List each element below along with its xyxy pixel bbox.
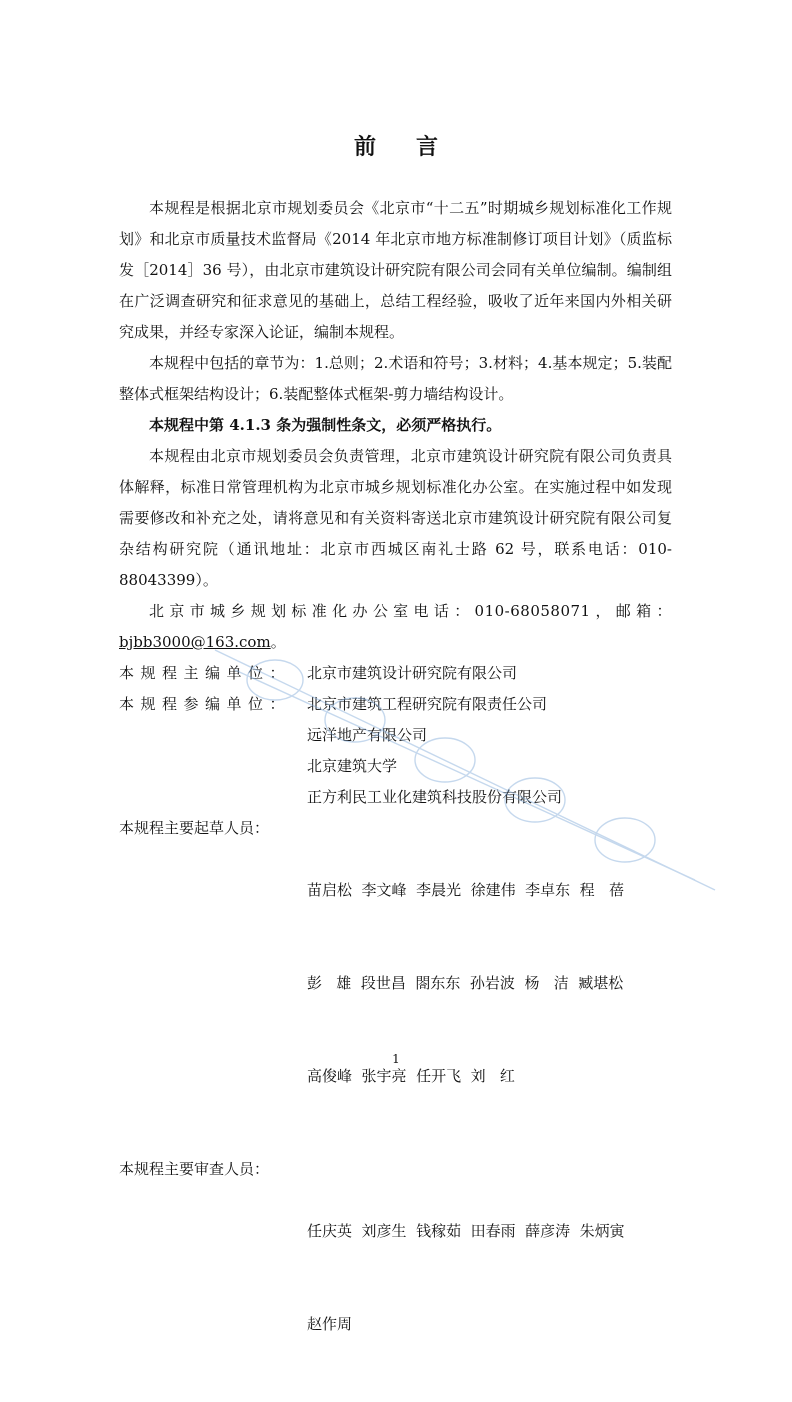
paragraph-basis: 本规程是根据北京市规划委员会《北京市“十二五”时期城乡规划标准化工作规划》和北京市质量技术监督局《2014 年北京市地方标准制修订项目计划》（质监标发［2014］36 号），由北京市建筑设计研究院有限公司会同有关单位编制。编制组在广泛调查研究和征求意见的基础上，总结工程经验，吸收了近年来国内外相关研究成果，并经专家深入论证，编制本规程。 bbox=[119, 199, 672, 341]
paragraph-mandatory: 本规程中第 4.1.3 条为强制性条文，必须严格执行。 bbox=[149, 416, 502, 434]
roster-line: 远洋地产有限公司 bbox=[307, 726, 428, 744]
roster-line: 北京市建筑工程研究院有限责任公司 bbox=[307, 695, 548, 713]
email-link[interactable]: bjbb3000@163.com bbox=[119, 633, 271, 651]
roster-label: 本规程参编单位： bbox=[119, 695, 292, 713]
email-suffix: 。 bbox=[270, 633, 286, 651]
roster bbox=[119, 658, 672, 1402]
body-text bbox=[119, 193, 672, 1402]
roster-line: 正方利民工业化建筑科技股份有限公司 bbox=[307, 788, 563, 806]
email-line bbox=[119, 627, 672, 658]
roster-row-chief-unit bbox=[119, 658, 672, 689]
roster-label: 本规程主要起草人员： bbox=[119, 819, 270, 837]
roster-line: 北京市建筑设计研究院有限公司 bbox=[307, 664, 518, 682]
roster-line: 彭 雄 段世昌 閤东东 孙岩波 杨 洁 臧堪松 bbox=[307, 974, 624, 992]
roster-row-participating-units bbox=[119, 689, 672, 813]
roster-line: 苗启松 李文峰 李晨光 徐建伟 李卓东 程 蓓 bbox=[307, 881, 624, 899]
paragraph-management: 本规程由北京市规划委员会负责管理，北京市建筑设计研究院有限公司负责具体解释，标准日常管理机构为北京市城乡规划标准化办公室。在实施过程中如发现需要修改和补充之处，请将意见和有关资料寄送北京市建筑设计研究院有限公司复杂结构研究院（通讯地址：北京市西城区南礼士路 62 号，联系电话：010-88043399）。 bbox=[119, 447, 672, 589]
roster-value bbox=[307, 658, 672, 689]
page-number: 1 bbox=[392, 1052, 400, 1066]
roster-label: 本规程主要审查人员： bbox=[119, 1160, 270, 1178]
roster-label: 本规程主编单位： bbox=[119, 664, 292, 682]
page-title bbox=[0, 130, 792, 161]
roster-row-reviewers bbox=[119, 1154, 672, 1402]
roster-value bbox=[307, 689, 672, 813]
roster-value bbox=[307, 813, 672, 1154]
title-char-2: 言 bbox=[416, 134, 439, 160]
roster-row-drafters bbox=[119, 813, 672, 1154]
roster-line: 赵作周 bbox=[307, 1315, 353, 1333]
paragraph-chapters: 本规程中包括的章节为：1.总则；2.术语和符号；3.材料；4.基本规定；5.装配整体式框架结构设计；6.装配整体式框架-剪力墙结构设计。 bbox=[119, 354, 672, 403]
roster-line: 高俊峰 张宇亮 任开飞 刘 红 bbox=[307, 1067, 515, 1085]
roster-value bbox=[307, 1154, 672, 1402]
roster-line: 任庆英 刘彦生 钱稼茹 田春雨 薛彦涛 朱炳寅 bbox=[307, 1222, 625, 1240]
title-char-1: 前 bbox=[353, 134, 376, 160]
contact-line: 北京市城乡规划标准化办公室电话：010-68058071，邮箱： bbox=[149, 602, 672, 620]
roster-line: 北京建筑大学 bbox=[307, 757, 398, 775]
